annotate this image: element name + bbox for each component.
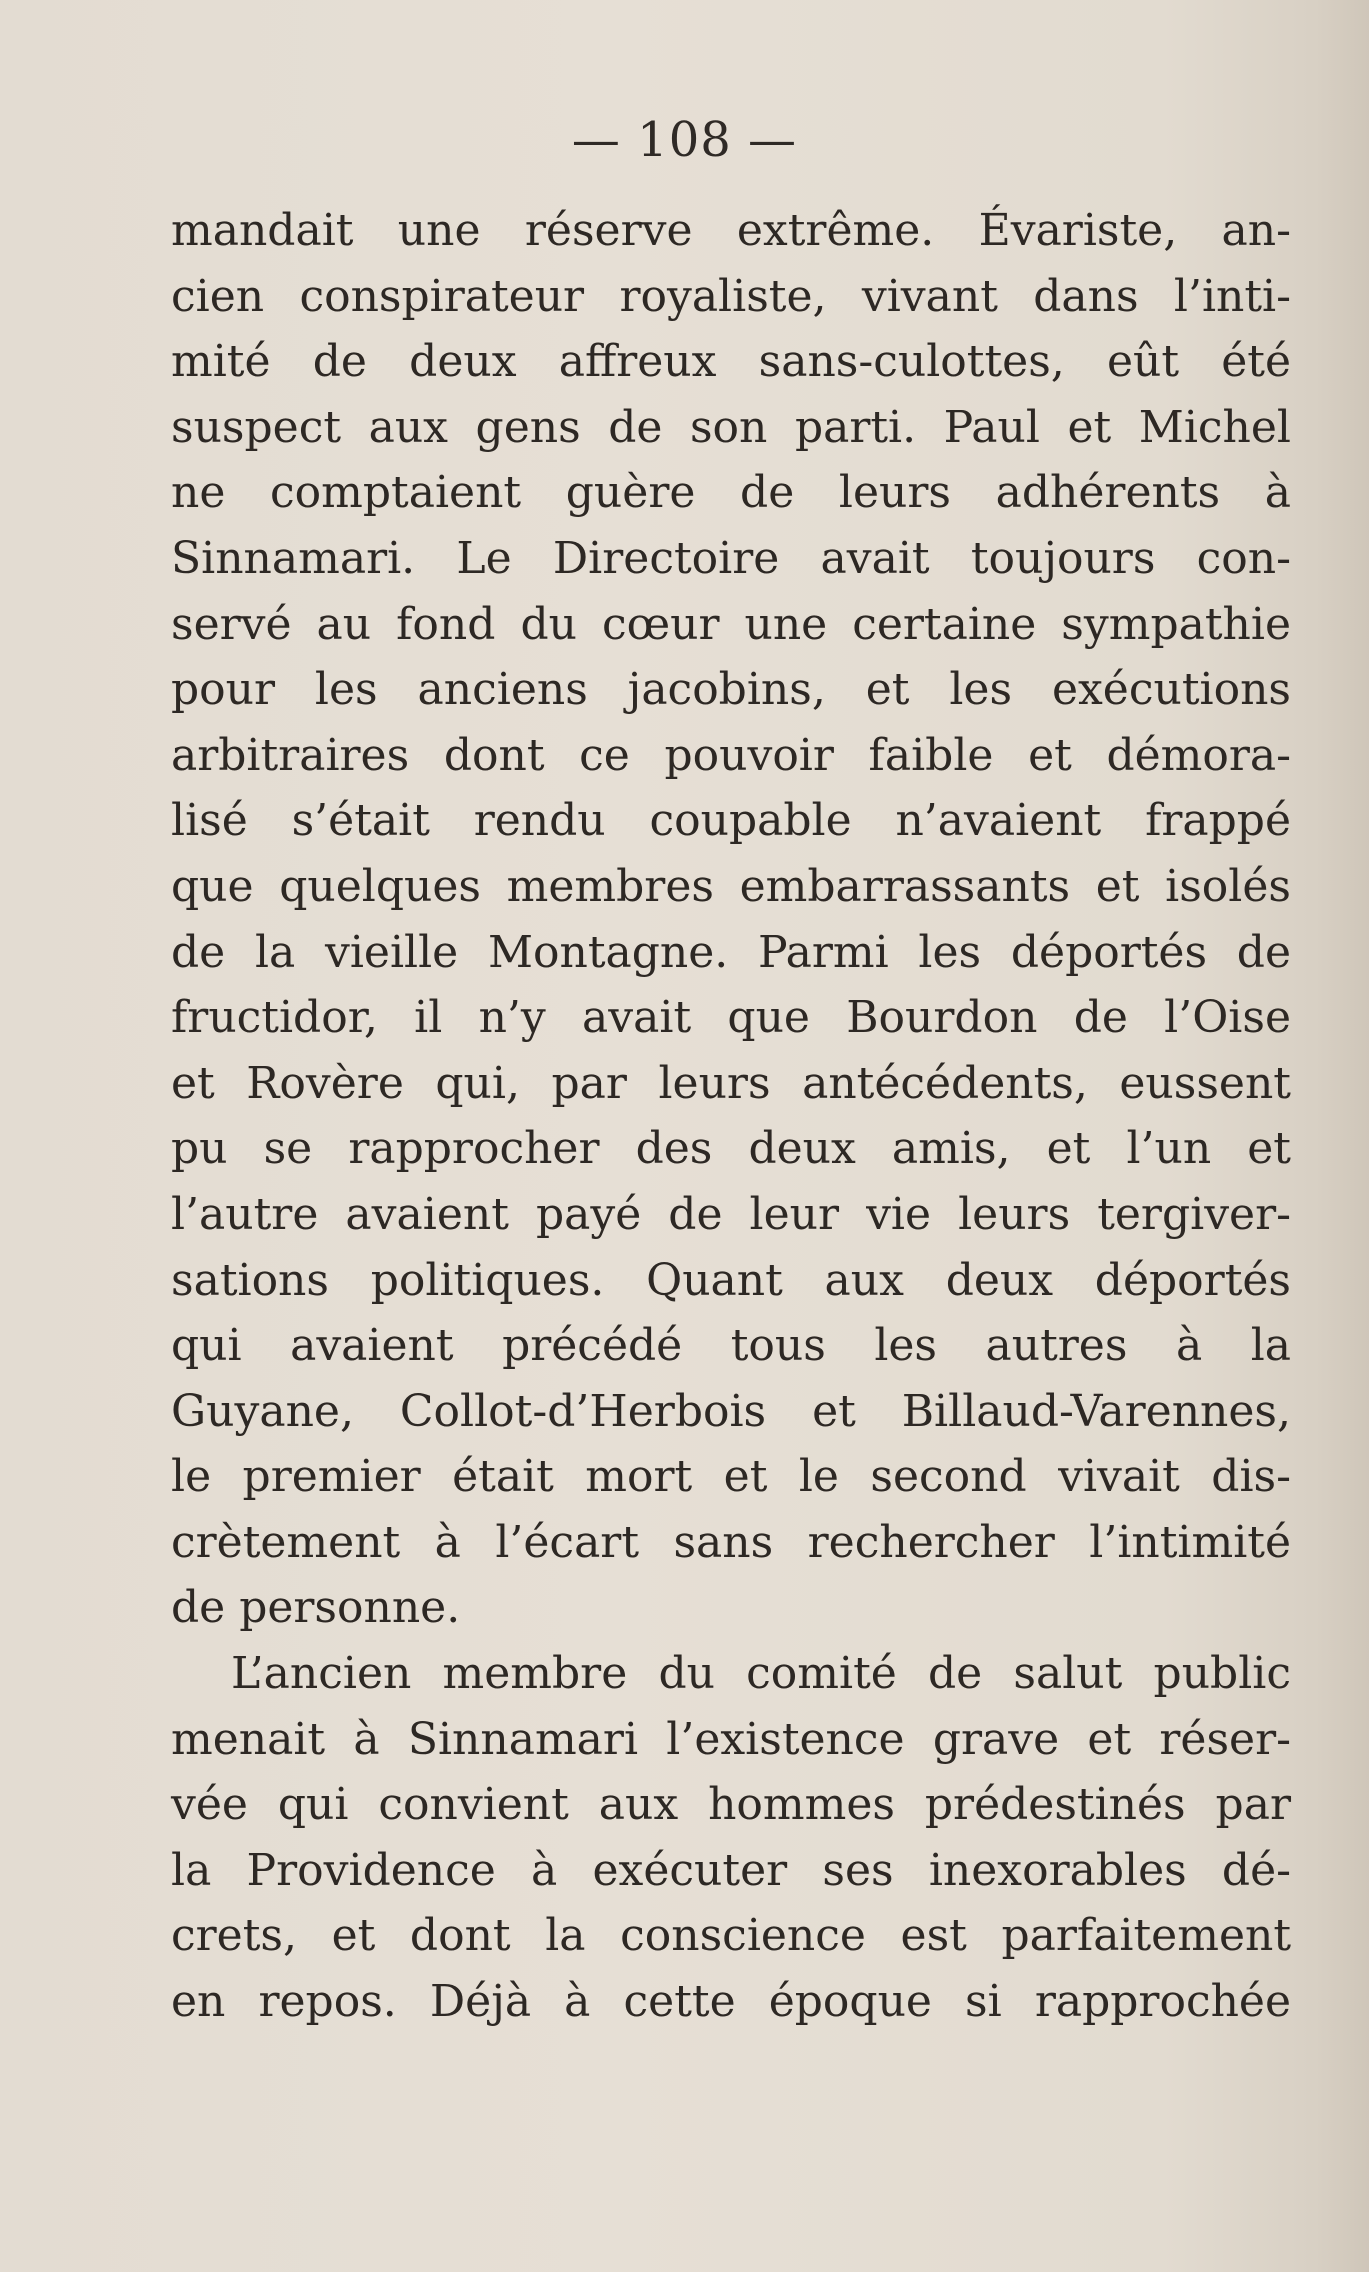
text-line: Sinnamari. Le Directoire avait toujours con- <box>171 532 1291 584</box>
text-line: crètement à l’écart sans rechercher l’intimité <box>171 1516 1291 1568</box>
body-text <box>171 198 1291 2035</box>
page-number: — 108 — <box>571 112 798 168</box>
text-line: crets, et dont la conscience est parfaitement <box>171 1910 1291 1962</box>
text-line: de la vieille Montagne. Parmi les déportés de <box>171 926 1291 978</box>
text-line: vée qui convient aux hommes prédestinés par <box>171 1779 1291 1831</box>
text-line: l’autre avaient payé de leur vie leurs tergiver- <box>171 1188 1291 1240</box>
text-line: pu se rapprocher des deux amis, et l’un et <box>171 1123 1291 1175</box>
text-line: menait à Sinnamari l’existence grave et réser- <box>171 1713 1291 1765</box>
text-line: en repos. Déjà à cette époque si rapprochée <box>171 1976 1291 2028</box>
text-line-paragraph-start: L’ancien membre du comité de salut public <box>231 1648 1291 1700</box>
text-line: que quelques membres embarrassants et isolés <box>171 860 1291 912</box>
text-line: Guyane, Collot-d’Herbois et Billaud-Varennes, <box>171 1385 1291 1437</box>
text-line-paragraph-end: de personne. <box>171 1582 461 1634</box>
text-line: et Rovère qui, par leurs antécédents, eussent <box>171 1057 1291 1109</box>
text-line: ne comptaient guère de leurs adhérents à <box>171 467 1291 519</box>
text-line: servé au fond du cœur une certaine sympathie <box>171 598 1291 650</box>
text-line: la Providence à exécuter ses inexorables dé- <box>171 1844 1291 1896</box>
text-line: pour les anciens jacobins, et les exécutions <box>171 664 1291 716</box>
text-line: qui avaient précédé tous les autres à la <box>171 1320 1291 1372</box>
text-line: mandait une réserve extrême. Évariste, an- <box>171 205 1291 256</box>
text-line: cien conspirateur royaliste, vivant dans l’inti- <box>171 270 1291 322</box>
text-line: suspect aux gens de son parti. Paul et Michel <box>171 401 1291 453</box>
text-line: sations politiques. Quant aux deux déportés <box>171 1254 1291 1306</box>
text-line: fructidor, il n’y avait que Bourdon de l’Oise <box>171 992 1291 1044</box>
text-line: arbitraires dont ce pouvoir faible et démora- <box>171 729 1291 781</box>
text-line: lisé s’était rendu coupable n’avaient frappé <box>171 795 1291 847</box>
text-line: le premier était mort et le second vivait dis- <box>171 1451 1291 1503</box>
text-line: mité de deux affreux sans-culottes, eût été <box>171 336 1291 388</box>
